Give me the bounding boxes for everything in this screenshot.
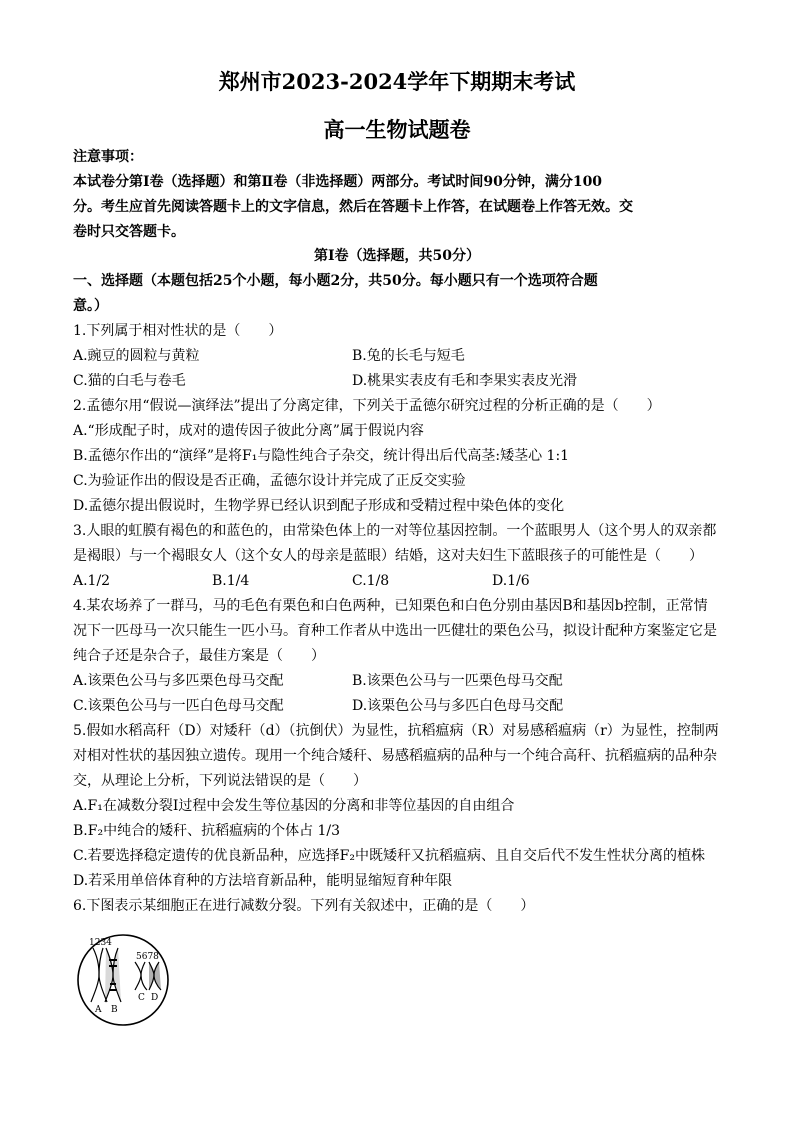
section-title: 第Ⅰ卷（选择题，共50分） [313,248,481,264]
question-3-stem: 3.人眼的虹膜有褐色的和蓝色的，由常染色体上的一对等位基因控制。一个蓝眼男人（这个男人的双亲都 [73,523,717,539]
question-2-option-b: B.孟德尔作出的“演绎”是将F₁与隐性纯合子杂交，统计得出后代高茎:矮茎心 1:1 [73,448,570,464]
question-4-option-a: A.该栗色公马与多匹栗色母马交配 [73,673,284,689]
figure-label-d: D [151,993,159,1003]
question-3-option-a: A.1/2 [73,573,111,589]
notice-line: 本试卷分第Ⅰ卷（选择题）和第Ⅱ卷（非选择题）两部分。考试时间90分钟，满分100 [73,174,603,190]
notice-line: 分。考生应首先阅读答题卡上的文字信息，然后在答题卡上作答，在试题卷上作答无效。交 [73,199,633,215]
question-2-option-d: D.孟德尔提出假说时，生物学界已经认识到配子形成和受精过程中染色体的变化 [73,498,565,514]
question-1-option-b: B.兔的长毛与短毛 [352,348,465,364]
question-4-option-d: D.该栗色公马与多匹白色母马交配 [352,698,564,714]
question-1-option-d: D.桃果实表皮有毛和李果实表皮光滑 [352,373,578,389]
figure-label-5678: 5678 [136,952,159,962]
exam-subtitle: 高一生物试题卷 [323,117,471,142]
question-3-stem: 是褐眼）与一个褐眼女人（这个女人的母亲是蓝眼）结婚，这对夫妇生下蓝眼孩子的可能性是（ ） [73,548,703,564]
question-5-option-c: C.若要选择稳定遗传的优良新品种，应选择F₂中既矮秆又抗稻瘟病、且自交后代不发生性状分离的植株 [73,848,705,864]
exam-title: 郑州市2023-2024学年下期期末考试 [218,69,576,94]
question-1-option-a: A.豌豆的圆粒与黄粒 [73,348,200,364]
question-1-stem: 1.下列属于相对性状的是（ ） [73,323,283,339]
question-5-stem: 5.假如水稻高秆（D）对矮秆（d）（抗倒伏）为显性，抗稻瘟病（R）对易感稻瘟病（r）为显性，控制两 [73,723,719,739]
chromosome-pair-left [91,948,121,1002]
notice-heading: 注意事项： [73,149,143,165]
notice-line: 卷时只交答题卡。 [73,224,185,240]
question-6-stem: 6.下图表示某细胞正在进行减数分裂。下列有关叙述中，正确的是（ ） [73,898,535,914]
question-5-option-b: B.F₂中纯合的矮秆、抗稻瘟病的个体占 1/3 [73,823,341,839]
question-2-option-a: A.“形成配子时，成对的遗传因子彼此分离”属于假说内容 [73,423,424,439]
chromosome-pair-right [135,962,161,990]
figure-label-c: C [138,993,145,1003]
question-4-option-c: C.该栗色公马与一匹白色母马交配 [73,698,284,714]
section-instruction: 意。） [73,298,108,314]
question-2-option-c: C.为验证作出的假设是否正确，孟德尔设计并完成了正反交实验 [73,473,466,489]
question-5-stem: 对相对性状的基因独立遗传。现用一个纯合矮秆、易感稻瘟病的品种与一个纯合高秆、抗稻瘟病的品种杂 [73,748,717,764]
question-5-stem: 交，从理论上分析，下列说法错误的是（ ） [73,773,367,789]
question-4-stem: 4.某农场养了一群马，马的毛色有栗色和白色两种，已知栗色和白色分别由基因B和基因b控制，正常情 [73,598,708,614]
figure-label-1234: 1234 [89,938,112,948]
question-3-option-b: B.1/4 [212,573,250,589]
section-instruction: 一、选择题（本题包括25个小题，每小题2分，共50分。每小题只有一个选项符合题 [73,273,598,289]
question-2-stem: 2.孟德尔用“假说—演绎法”提出了分离定律，下列关于孟德尔研究过程的分析正确的是（ ） [73,398,661,414]
question-4-stem: 纯合子还是杂合子，最佳方案是（ ） [73,648,325,664]
question-1-option-c: C.猫的白毛与卷毛 [73,373,186,389]
question-5-option-d: D.若采用单倍体育种的方法培育新品种，能明显缩短育种年限 [73,873,453,889]
question-4-option-b: B.该栗色公马与一匹栗色母马交配 [352,673,563,689]
figure-label-a: A [95,1005,102,1015]
question-4-stem: 况下一匹母马一次只能生一匹小马。育种工作者从中选出一匹健壮的栗色公马，拟设计配种方案鉴定它是 [73,623,717,639]
question-3-option-d: D.1/6 [492,573,530,589]
figure-label-b: B [111,1005,118,1015]
question-3-option-c: C.1/8 [352,573,390,589]
cell-division-diagram [75,930,173,1028]
question-5-option-a: A.F₁在减数分裂Ⅰ过程中会发生等位基因的分离和非等位基因的自由组合 [73,798,515,814]
